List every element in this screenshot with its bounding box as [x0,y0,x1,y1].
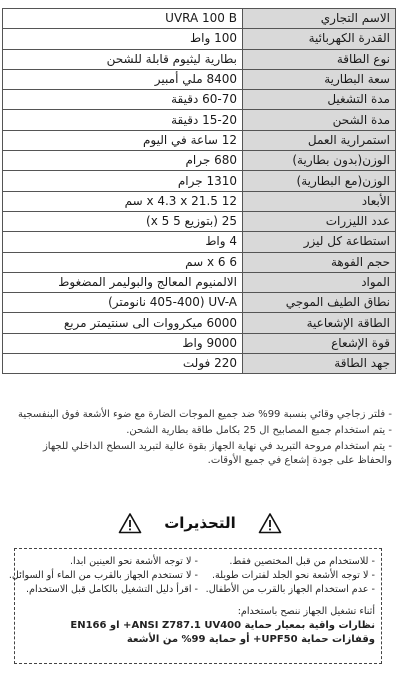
spec-row [3,191,396,211]
spec-label: الوزن(مع البطارية) [243,171,396,191]
warning-item: - لا تستخدم الجهاز بالقرب من الماء أو السوائل. [8,570,198,581]
spec-value: UVRA 100 B [3,9,243,29]
spec-label: الاسم التجاري [243,9,396,29]
spec-table-body [3,9,396,374]
spec-label: استمرارية العمل [243,130,396,150]
spec-label: الأبعاد [243,191,396,211]
spec-label: عدد الليزرات [243,211,396,231]
warnings-grid [8,555,375,597]
spec-value: UV-A (405-400 نانومتر) [3,293,243,313]
spec-row [3,151,396,171]
spec-label: الطاقة الإشعاعية [243,313,396,333]
spec-value: 15-20 دقيقة [3,110,243,130]
spec-label: مدة التشغيل [243,90,396,110]
spec-row [3,333,396,353]
recommendation-intro: أثناء تشغيل الجهاز ننصح باستخدام: [237,606,375,617]
spec-row [3,272,396,292]
spec-row [3,49,396,69]
warning-item: - اقرأ دليل التشغيل بالكامل قبل الاستخدام. [26,584,198,595]
spec-row [3,171,396,191]
spec-table [2,8,396,374]
spec-row [3,313,396,333]
spec-label: قوة الإشعاع [243,333,396,353]
spec-value: 1310 جرام [3,171,243,191]
warning-item: - لا توجه الأشعة نحو العينين ابدا. [70,556,198,567]
spec-row [3,354,396,374]
spec-value: 9000 واط [3,333,243,353]
spec-row [3,69,396,89]
spec-value: 4 واط [3,232,243,252]
note-item: - فلتر زجاجي وقائي بنسبة 99% ضد جميع الموجات الضارة مع ضوء الأشعة فوق البنفسجية [18,409,392,420]
warning-item: - لا توجه الأشعة نحو الجلد لفترات طويلة. [211,570,375,581]
spec-value: 60-70 دقيقة [3,90,243,110]
spec-row [3,9,396,29]
warnings-left-column [8,555,198,597]
spec-label: جهد الطاقة [243,354,396,374]
warning-triangle-icon [258,512,282,534]
recommendation-gloves: وقفازات حماية UPF50+ أو حماية 99% من الأشعة [126,634,375,645]
spec-row [3,130,396,150]
spec-row [3,293,396,313]
spec-value: 25 (بتوزيع 5 x 5) [3,211,243,231]
recommendation-glasses: نظارات واقية بمعيار حماية ANSI Z787.1 UV400+ او EN166 [70,620,375,631]
spec-label: سعة البطارية [243,69,396,89]
spec-value: 8400 ملي أمبير [3,69,243,89]
spec-value: 12 ساعة في اليوم [3,130,243,150]
spec-value: بطارية ليثيوم قابلة للشحن [3,49,243,69]
spec-value: 6000 ميكرووات الى سنتيمتر مربع [3,313,243,333]
spec-row [3,90,396,110]
notes-section [6,408,392,470]
spec-value: 680 جرام [3,151,243,171]
spec-label: استطاعة كل ليزر [243,232,396,252]
spec-value: 12 x 4.3 x 21.5 سم [3,191,243,211]
warning-item: - عدم استخدام الجهاز بالقرب من الأطفال. [205,584,375,595]
warnings-title: التحذيرات [164,514,236,532]
spec-label: حجم الفوهة [243,252,396,272]
spec-value: 220 فولت [3,354,243,374]
warning-item: - للاستخدام من قبل المختصين فقط. [229,556,375,567]
note-item: - يتم استخدام جميع المصابيح ال 25 بكامل طاقة بطارية الشحن. [126,425,392,436]
spec-value: الالمنيوم المعالج والبوليمر المضغوط [3,272,243,292]
spec-row [3,252,396,272]
spec-row [3,110,396,130]
spec-value: 100 واط [3,29,243,49]
spec-label: نطاق الطيف الموجي [243,293,396,313]
spec-row [3,232,396,252]
note-item: - يتم استخدام مروحة التبريد في نهاية الجهاز بقوة عالية لتبريد السطح الداخلي للجهاز والحفاظ على جودة إشعاع في جميع الأوقات. [42,441,392,466]
warning-triangle-icon [118,512,142,534]
warnings-header [0,510,400,536]
spec-label: مدة الشحن [243,110,396,130]
spec-label: القدرة الكهربائية [243,29,396,49]
spec-row [3,211,396,231]
warnings-right-column [198,555,375,597]
warnings-box [8,548,382,664]
spec-label: الوزن(بدون بطارية) [243,151,396,171]
spec-label: نوع الطاقة [243,49,396,69]
spec-value: 6 x 6 سم [3,252,243,272]
spec-label: المواد [243,272,396,292]
spec-row [3,29,396,49]
